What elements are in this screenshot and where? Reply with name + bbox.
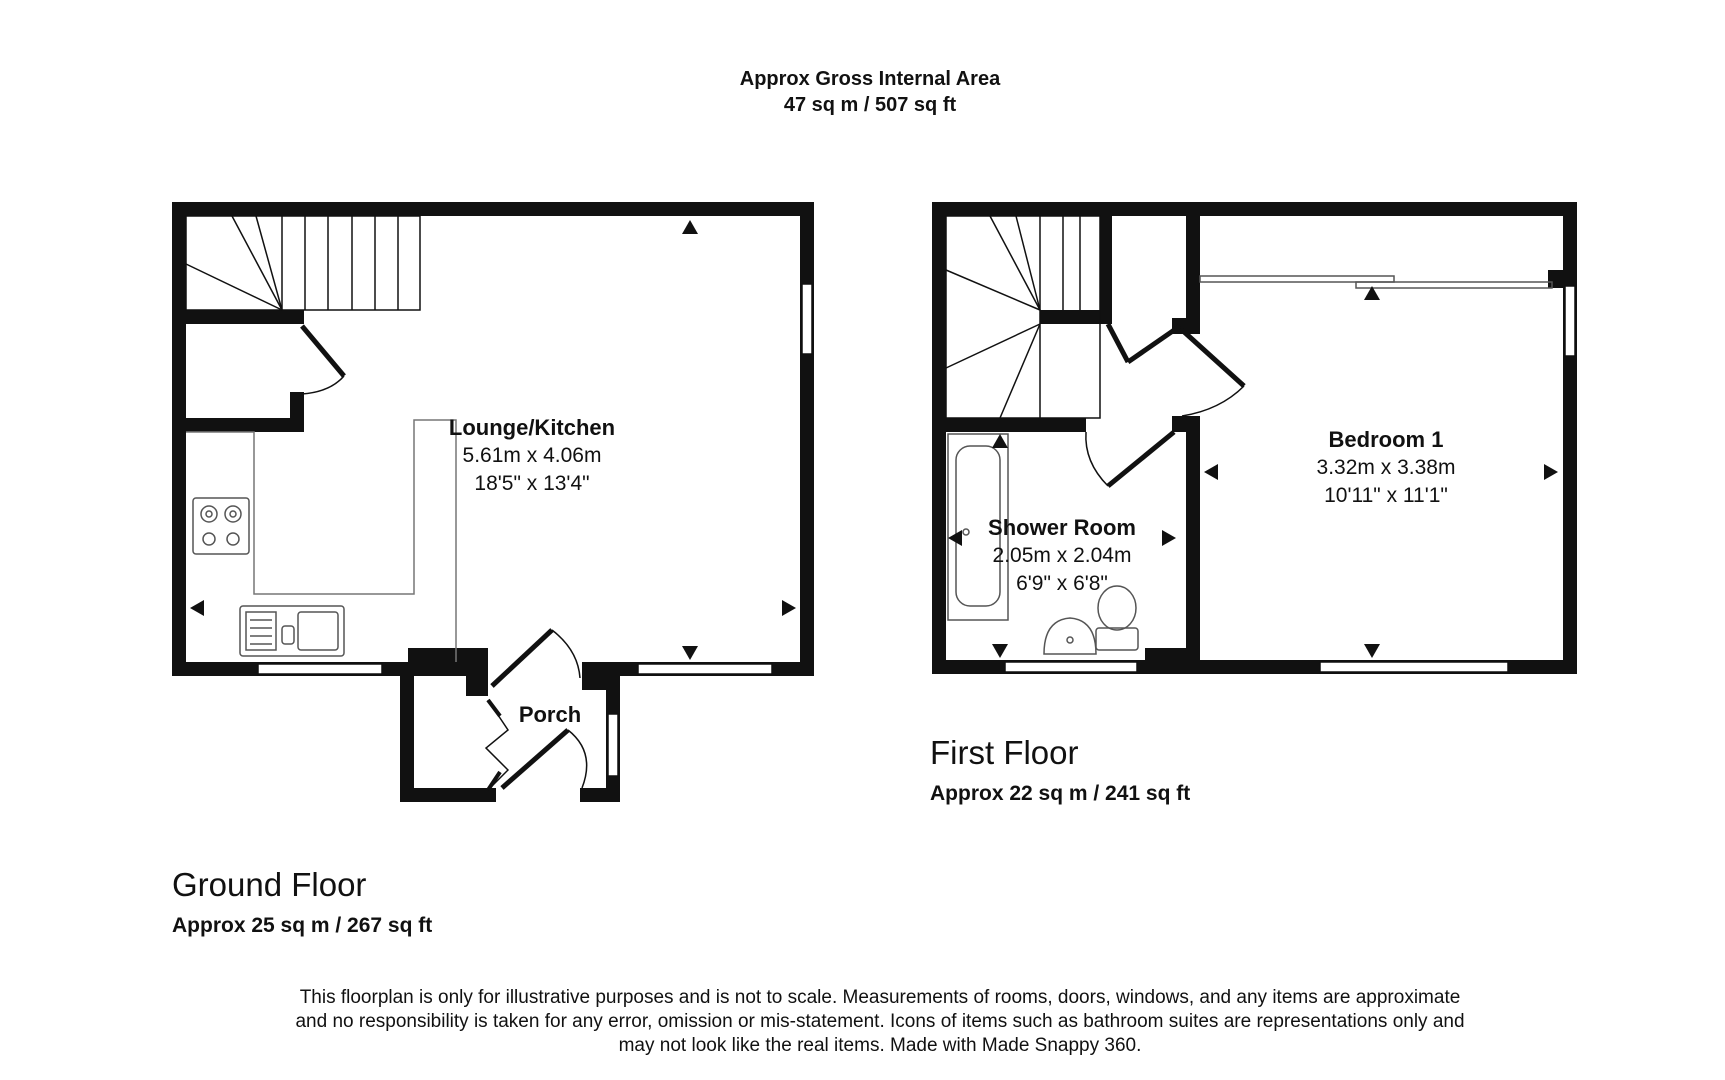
ground-floor-stairs [186,216,420,310]
disclaimer [180,986,1580,1058]
room-label-shower-room [952,514,1172,598]
room-dimensions-metric: 3.32m x 3.38m [1316,456,1456,479]
basin-icon [1044,618,1096,654]
disclaimer-line: and no responsibility is taken for any error, omission or mis-statement. Icons of items such as bathroom suites are representations only and [295,1011,1465,1032]
gross-area-heading [560,66,1180,118]
ground-floor-title: Ground Floor [172,866,367,903]
disclaimer-line: may not look like the real items. Made with Made Snappy 360. [618,1035,1142,1056]
room-name: Lounge/Kitchen [448,415,616,440]
cupboard-door [302,326,344,394]
disclaimer-line: This floorplan is only for illustrative purposes and is not to scale. Measurements of rooms, doors, windows, and any items are approximate [299,987,1461,1008]
gross-area-value: 47 sq m / 507 sq ft [783,94,957,116]
gross-area-title: Approx Gross Internal Area [739,68,1001,90]
hob-icon [193,498,249,554]
room-dimensions-imperial: 6'9" x 6'8" [1016,572,1108,595]
room-dimensions-imperial: 18'5" x 13'4" [474,472,590,495]
wardrobe [1200,276,1552,288]
room-dimensions-metric: 2.05m x 2.04m [992,544,1132,567]
room-dimensions-metric: 5.61m x 4.06m [462,444,602,467]
ground-floor-walls [172,202,814,802]
room-name: Shower Room [988,515,1136,540]
room-label-porch: Porch [518,702,582,727]
room-name: Bedroom 1 [1328,427,1444,452]
ground-floor-plan [172,202,814,802]
sink-icon [240,606,344,656]
room-label-bedroom-1 [1266,426,1506,510]
first-floor-doors [1086,324,1244,486]
first-floor-title: First Floor [930,734,1079,771]
first-floor-area: Approx 22 sq m / 241 sq ft [930,782,1191,805]
ground-floor-area: Approx 25 sq m / 267 sq ft [172,914,433,937]
room-dimensions-imperial: 10'11" x 11'1" [1324,484,1448,507]
room-label-lounge-kitchen [392,414,672,498]
